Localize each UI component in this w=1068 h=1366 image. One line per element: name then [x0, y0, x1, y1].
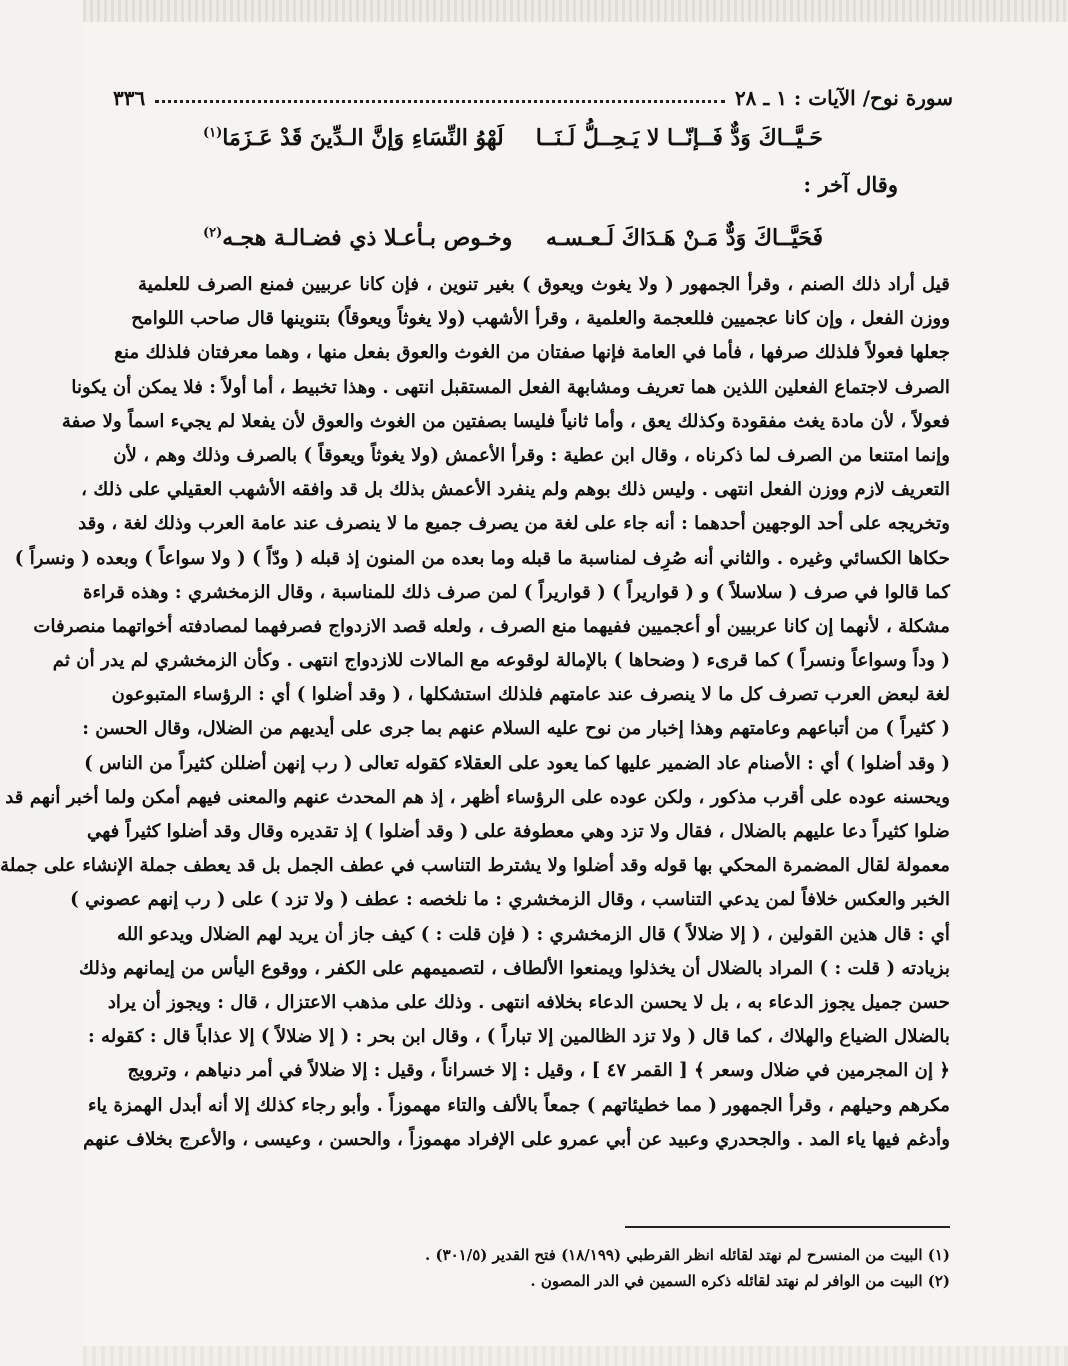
- footnotes: [250, 1242, 950, 1294]
- body-line: قيل أراد ذلك الصنم ، وقرأ الجمهور ( ولا يغوث ويعوق ) بغير تنوين ، فإن كانا عربيين فمنع الصرف للعلمية: [138, 274, 950, 295]
- body-line: ويحسنه عوده على أقرب مذكور ، ولكن عوده على الرؤساء أظهر ، إذ هم المحدث عنهم والمعنى فيهم أمكن ولما أخبر أنهم قد: [5, 786, 950, 808]
- body-line: الخبر والعكس خلافاً لمن يدعي التناسب ، وقال الزمخشري : ما نلخصه : عطف ( ولا تزد ) على ( رب إنهم عصوني ): [70, 889, 950, 911]
- verse-1-second-hemistich: لَهْوُ النِّسَاءِ وَإنَّ الـدِّينَ قَدْ عَـزَمَا: [222, 125, 504, 151]
- body-line: حكاها الكسائي وغيره . والثاني أنه صُرِف لمناسبة ما قبله وما بعده من المنون إذ قبله ( ودّاً ) ( ولا سواعاً ) وبعده ( ونسراً ): [14, 547, 950, 569]
- body-line: حسن جميل يجوز الدعاء به ، بل لا يحسن الدعاء بخلافه انتهى . وذلك على مذهب الاعتزال ، قال : ويجوز أن يراد: [107, 991, 950, 1013]
- running-title: سورة نوح/ الآيات : ١ ـ ٢٨: [734, 86, 953, 110]
- scan-edge-top: [83, 0, 1068, 22]
- footnote-marker-2: (٢): [203, 225, 223, 241]
- header-dotted-leader: [155, 100, 725, 103]
- body-line: التعريف لازم ووزن الفعل انتهى . وليس ذلك بوهم ولم ينفرد الأعمش بذلك بل قد وافقه الأشهب العقيلي على ذلك ،: [81, 479, 950, 501]
- poem-verse-1: [203, 118, 823, 158]
- body-line: ( كثيراً ) من أتباعهم وعامتهم وهذا إخبار من نوح عليه السلام عنهم بما جرى على أيديهم من الضلال، وقال الحسن :: [82, 718, 950, 740]
- body-line: ( وقد أضلوا ) أي : الأصنام عاد الضمير عليها كما يعود على العقلاء كقوله تعالى ( رب إنهن أضللن كثيراً من الناس ): [84, 752, 950, 774]
- verse-2-second-hemistich-wrap: [203, 225, 512, 251]
- verse-1-first-hemistich: حَـيَّــاكَ وَدٌّ فَــإنّــا لا يَـحِــلُّ لَـنَــا: [535, 125, 823, 151]
- body-line: لغة لبعض العرب تصرف كل ما لا ينصرف عند عامتهم فلذلك استشكلها ، ( وقد أضلوا ) أي : الرؤساء المتبوعون: [111, 684, 950, 706]
- body-line: فعولاً ، لأن مادة يغث مفقودة وكذلك يعق ، وأما ثانياً فليسا بصفتين من الغوث والعوق لأن يفعلا لم يجيء اسماً ولا صفة: [61, 410, 950, 432]
- body-line: ﴿ إن المجرمين في ضلال وسعر ﴾ [ القمر ٤٧ ] ، وقيل : إلا خسراناً ، وقيل : إلا ضلالاً في أمر دنياهم ، وترويج: [127, 1060, 950, 1082]
- body-line: جعلها فعولاً فلذلك صرفها ، فأما في العامة فإنها صفتان من الغوث والعوق بفعل منها ، وهما معرفتان فلذلك منع: [114, 342, 950, 364]
- body-line: معمولة لقال المضمرة المحكي بها قوله وقد أضلوا ولا يشترط التناسب في عطف الجمل بل قد يعطف جملة الإنشاء على جملة: [0, 855, 950, 877]
- body-line: ضلوا كثيراً دعا عليهم بالضلال ، فقال ولا تزد وهي معطوفة على ( وقد أضلوا ) إذ تقديره وقال وقد أضلوا كثيراً فهي: [87, 821, 950, 842]
- body-line: ووزن الفعل ، وإن كانا عجميين فللعجمة والعلمية ، وقرأ الأشهب (ولا يغوثاً ويعوقاً) بتنوينها قال صاحب اللوامح: [131, 308, 950, 330]
- body-line: وتخريجه على أحد الوجهين أحدهما : أنه جاء على لغة من يصرف جميع ما لا ينصرف عند عامة العرب وذلك لغة ، وقد: [78, 513, 950, 535]
- body-line: مكرهم وحيلهم ، وقرأ الجمهور ( مما خطيئاتهم ) جمعاً بالألف والتاء مهموزاً . وأبو رجاء كذلك إلا أنه أبدل الهمزة ياء: [87, 1094, 950, 1116]
- body-line: كما قالوا في صرف ( سلاسلاً ) و ( قواريراً ) ( قواريراً ) لمن صرف ذلك للمناسبة ، وقال الزمخشري : وهذه قراءة: [82, 581, 950, 603]
- body-line: بزيادته ( قلت : ) المراد بالضلال أن يخذلوا ويمنعوا الألطاف ، لتصميمهم على الكفر ، ووقوع اليأس من إيمانهم وذلك: [79, 957, 950, 979]
- body-line: وأدغم فيها ياء المد . والجحدري وعبيد عن أبي عمرو على الإفراد مهموزاً ، والحسن ، وعيسى ، والأعرج بخلاف عنهم: [83, 1128, 950, 1150]
- body-line: بالضلال الضياع والهلاك ، كما قال ( ولا تزد الظالمين إلا تباراً ) ، وقال ابن بحر : ( إلا ضلالاً ) إلا عذاباً قال : كقوله :: [87, 1026, 950, 1048]
- scan-edge-bottom: [83, 1346, 1068, 1366]
- body-line: الصرف لاجتماع الفعلين اللذين هما تعريف ومشابهة الفعل المستقبل انتهى . وهذا تخبيط ، أما أولاً : فلا يمكن أن يكونا: [71, 376, 950, 398]
- poem-verse-2: [203, 218, 823, 258]
- footnote-1: (١) البيت من المنسرح لم نهتد لقائله انظر القرطبي (١٨/١٩٩) فتح القدير (٣٠١/٥) .: [425, 1246, 950, 1264]
- another-said-label: وقال آخر :: [803, 172, 898, 197]
- footnote-marker-1: (١): [203, 125, 223, 141]
- body-text: [0, 268, 950, 1157]
- footnote-separator: [625, 1226, 950, 1228]
- verse-2-first-hemistich: فَحَيَّــاكَ وَدٌّ مَـنْ هَـدَاكَ لَـعـسـه: [545, 225, 823, 251]
- verse-1-second-hemistich-wrap: [203, 125, 504, 151]
- body-line: أي : قال هذين القولين ، ( إلا ضلالاً ) قال الزمخشري : ( فإن قلت : ) كيف جاز أن يريد لهم الضلال ويدعو الله: [116, 923, 950, 945]
- verse-2-second-hemistich: وخـوص بـأعـلا ذي فضـالـة هجـه: [222, 225, 513, 251]
- page-number: ٣٣٦: [113, 86, 146, 110]
- body-line: وإنما امتنعا من الصرف لما ذكرناه ، وقال ابن عطية : وقرأ الأعمش (ولا يغوثاً ويعوقاً ) بالصرف وذلك وهم ، لأن: [113, 444, 950, 466]
- body-line: مشكلة ، لأنهما إن كانا عربيين أو أعجميين ففيهما منع الصرف ، ولعله قصد الازدواج فصرفهما لمصادفته أخواتهما منصرفات: [33, 615, 950, 637]
- body-line: ( وداً وسواعاً ونسراً ) كما قرىء ( وضحاها ) بالإمالة لوقوعه مع المالات للازدواج انتهى . وكأن الزمخشري لم يدر أن ثم: [52, 650, 950, 672]
- page-header: [113, 70, 953, 110]
- footnote-2: (٢) البيت من الوافر لم نهتد لقائله ذكره السمين في الدر المصون .: [530, 1272, 950, 1290]
